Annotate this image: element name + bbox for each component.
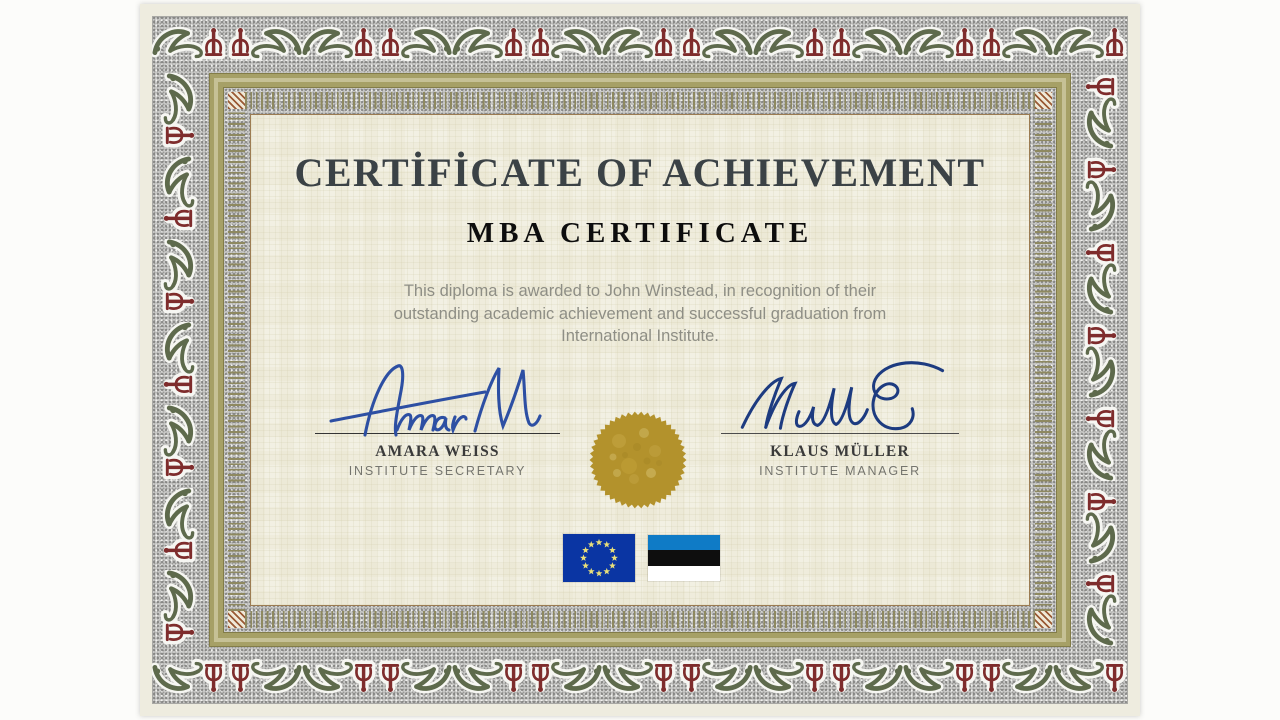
border-ornament-bottom [152,650,1128,704]
signatory-name: AMARA WEISS [375,443,500,460]
comb-frame-left [228,109,245,611]
corner-bracket-icon [1035,92,1052,109]
signature-block-manager [721,355,959,478]
signatory-name: KLAUS MÜLLER [770,443,910,460]
corner-bracket-icon [228,611,245,628]
corner-bracket-icon [228,92,245,109]
estonia-flag-icon [648,535,720,581]
signature-block-secretary [315,355,560,478]
border-ornament-left [152,70,206,650]
certificate-subtitle: MBA CERTIFICATE [466,217,814,249]
inner-panel [250,114,1030,606]
handwritten-signature-klaus-icon [721,355,959,439]
certificate-paper [140,4,1140,716]
comb-frame-right [1035,109,1052,611]
comb-frame-top [245,92,1035,109]
signature-line [315,433,560,434]
estonia-flag-white-stripe [648,566,720,581]
eu-flag-icon [563,534,635,582]
handwritten-signature-amara-icon [315,355,560,439]
border-ornament-top [152,16,1128,70]
signatory-role: INSTITUTE SECRETARY [348,464,527,478]
estonia-flag-blue-stripe [648,535,720,550]
certificate-title: CERTİFİCATE OF ACHIEVEMENT [294,150,986,195]
signatory-role: INSTITUTE MANAGER [759,464,921,478]
estonia-flag-black-stripe [648,550,720,565]
comb-frame-bottom [245,611,1035,628]
border-ornament-right [1074,70,1128,650]
signature-line [721,433,959,434]
gold-seal-icon [589,411,687,509]
corner-bracket-icon [1035,611,1052,628]
certificate-body: This diploma is awarded to John Winstead, in recognition of their outstanding academic achievement and successful graduation from International Institute. [393,282,887,345]
